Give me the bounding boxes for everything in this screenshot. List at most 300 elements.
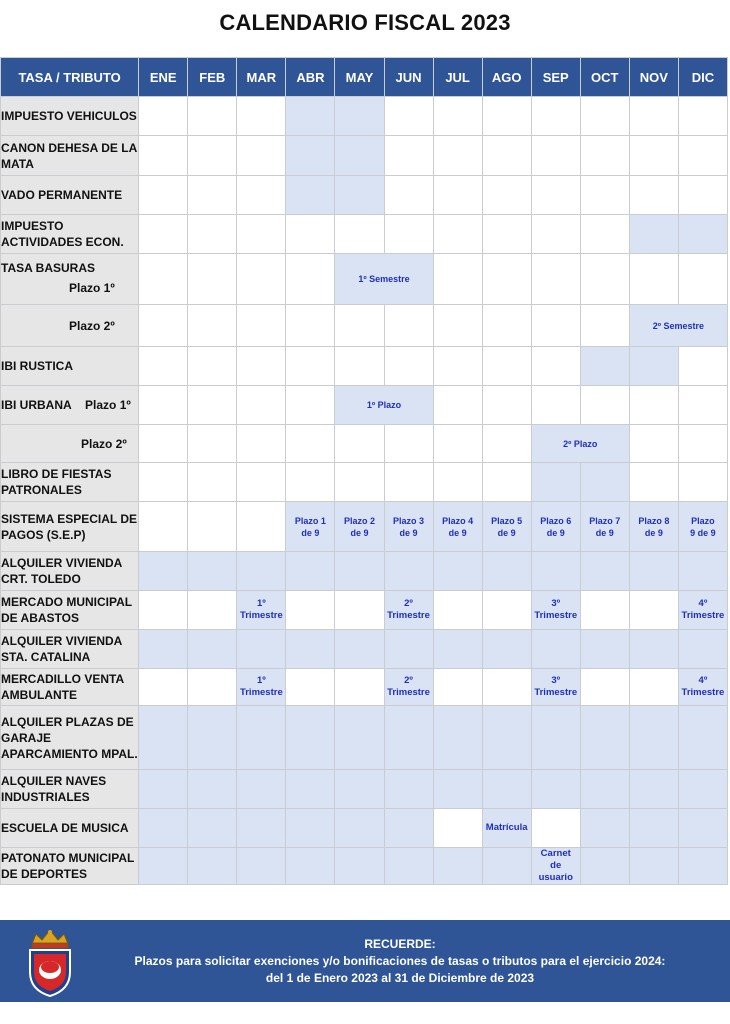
footer-banner (0, 920, 730, 1002)
month-cell (237, 425, 286, 463)
month-cell (188, 97, 237, 136)
month-cell (139, 386, 188, 425)
row-sublabel: Plazo 2º (81, 436, 127, 451)
row-label: CANON DEHESA DE LA MATA (1, 136, 139, 176)
month-cell (580, 630, 629, 669)
month-cell (531, 97, 580, 136)
month-cell (433, 254, 482, 305)
month-cell (629, 254, 678, 305)
period-label-line: 3º (551, 675, 561, 686)
month-cell (629, 669, 678, 706)
month-cell (678, 463, 727, 502)
month-cell (237, 848, 286, 885)
period-label-line: Trimestre (534, 687, 578, 698)
period-label (679, 675, 727, 699)
month-cell (188, 463, 237, 502)
table-row (1, 770, 728, 809)
row-label: VADO PERMANENTE (1, 176, 139, 215)
month-cell (678, 848, 727, 885)
period-label-line: Trimestre (681, 610, 725, 621)
month-cell (580, 848, 629, 885)
period-cell (286, 97, 335, 136)
month-cell (433, 347, 482, 386)
period-cell (237, 591, 286, 630)
period-label-line: de 9 (546, 527, 565, 538)
month-cell (139, 254, 188, 305)
row-label: MERCADILLO VENTA AMBULANTE (1, 669, 139, 706)
period-cell (531, 848, 580, 885)
month-cell (384, 552, 433, 591)
period-label: 2º Plazo (563, 438, 598, 449)
period-label-line: Trimestre (387, 687, 430, 698)
period-label-line: Trimestre (239, 610, 283, 621)
month-cell (286, 386, 335, 425)
month-cell (188, 254, 237, 305)
period-label-line: Plazo 8 (638, 515, 670, 526)
month-cell (433, 215, 482, 254)
period-label-line: Trimestre (387, 610, 430, 621)
period-label-line: Plazo 6 (540, 515, 572, 526)
month-cell (433, 669, 482, 706)
month-cell (580, 254, 629, 305)
month-cell (335, 591, 384, 630)
month-cell (286, 305, 335, 347)
period-cell (335, 176, 384, 215)
row-label (1, 386, 139, 425)
period-cell (629, 305, 727, 347)
month-cell (335, 463, 384, 502)
month-cell (433, 591, 482, 630)
period-cell (384, 669, 433, 706)
period-label (679, 598, 727, 622)
month-cell (629, 425, 678, 463)
month-cell (482, 770, 531, 809)
period-cell (629, 502, 678, 552)
month-cell (629, 136, 678, 176)
month-cell (482, 136, 531, 176)
month-cell (433, 97, 482, 136)
column-header-tasa: TASA / TRIBUTO (1, 58, 139, 97)
table-row (1, 305, 728, 347)
fiscal-calendar-table (0, 57, 728, 885)
period-cell (678, 669, 727, 706)
month-cell (384, 630, 433, 669)
month-cell (335, 215, 384, 254)
month-cell (237, 254, 286, 305)
period-label-line: Trimestre (534, 610, 578, 621)
month-cell (188, 706, 237, 770)
period-cell (286, 502, 335, 552)
month-cell (384, 215, 433, 254)
month-cell (139, 463, 188, 502)
month-cell (139, 305, 188, 347)
month-cell (384, 770, 433, 809)
month-cell (286, 463, 335, 502)
month-cell (139, 591, 188, 630)
month-cell (335, 706, 384, 770)
month-cell (629, 630, 678, 669)
table-row (1, 176, 728, 215)
month-cell (531, 254, 580, 305)
header-row (1, 58, 728, 97)
month-cell (629, 97, 678, 136)
period-label (532, 598, 580, 622)
month-cell (482, 254, 531, 305)
period-label-line: 1º (256, 598, 266, 609)
month-cell (384, 463, 433, 502)
period-cell (433, 502, 482, 552)
period-label (532, 515, 580, 539)
month-cell (531, 305, 580, 347)
month-cell (188, 770, 237, 809)
month-cell (188, 591, 237, 630)
month-cell (531, 552, 580, 591)
month-cell (139, 706, 188, 770)
table-row (1, 425, 728, 463)
month-cell (237, 552, 286, 591)
period-cell (629, 215, 678, 254)
month-cell (531, 706, 580, 770)
month-cell (678, 176, 727, 215)
period-label: 1º Semestre (358, 274, 410, 284)
month-cell (237, 215, 286, 254)
period-label: 2º Semestre (652, 320, 705, 331)
period-cell (531, 463, 580, 502)
period-cell (580, 347, 629, 386)
table-row (1, 630, 728, 669)
month-cell (482, 215, 531, 254)
column-header-month: FEB (188, 58, 237, 97)
period-label-line: 4º (698, 675, 708, 686)
month-cell (237, 347, 286, 386)
period-label-line: 9 de 9 (690, 527, 716, 538)
month-cell (482, 591, 531, 630)
row-label: PATONATO MUNICIPAL DE DEPORTES (1, 848, 139, 885)
column-header-month: MAY (335, 58, 384, 97)
month-cell (482, 630, 531, 669)
month-cell (433, 630, 482, 669)
row-label (1, 425, 139, 463)
table-row (1, 591, 728, 630)
row-label: ALQUILER VIVIENDA CRT. TOLEDO (1, 552, 139, 591)
month-cell (482, 305, 531, 347)
month-cell (188, 386, 237, 425)
month-cell (678, 552, 727, 591)
month-cell (237, 463, 286, 502)
period-label (483, 515, 531, 539)
month-cell (139, 552, 188, 591)
period-cell (629, 347, 678, 386)
month-cell (335, 630, 384, 669)
period-cell (335, 136, 384, 176)
period-cell (482, 809, 531, 848)
row-label: ALQUILER PLAZAS DE GARAJE APARCAMIENTO MPAL. (1, 706, 139, 770)
period-cell (384, 591, 433, 630)
month-cell (139, 669, 188, 706)
period-label (679, 515, 727, 539)
month-cell (678, 386, 727, 425)
month-cell (482, 848, 531, 885)
month-cell (384, 848, 433, 885)
row-label: MERCADO MUNICIPAL DE ABASTOS (1, 591, 139, 630)
table-row (1, 669, 728, 706)
table-row (1, 347, 728, 386)
month-cell (482, 347, 531, 386)
month-cell (482, 552, 531, 591)
column-header-month: MAR (237, 58, 286, 97)
row-label: IBI RUSTICA (1, 347, 139, 386)
month-cell (482, 463, 531, 502)
period-label (286, 515, 334, 539)
period-cell (531, 669, 580, 706)
period-label-line: Carnet (540, 848, 571, 859)
month-cell (237, 136, 286, 176)
row-label: ALQUILER NAVES INDUSTRIALES (1, 770, 139, 809)
month-cell (286, 669, 335, 706)
period-label (237, 675, 285, 699)
period-label-line: Plazo (691, 515, 715, 526)
month-cell (433, 176, 482, 215)
month-cell (531, 630, 580, 669)
row-label: LIBRO DE FIESTAS PATRONALES (1, 463, 139, 502)
month-cell (237, 176, 286, 215)
month-cell (237, 630, 286, 669)
month-cell (678, 425, 727, 463)
column-header-month: ABR (286, 58, 335, 97)
month-cell (384, 136, 433, 176)
month-cell (678, 809, 727, 848)
month-cell (433, 463, 482, 502)
month-cell (139, 347, 188, 386)
footer-text (80, 936, 720, 987)
month-cell (188, 176, 237, 215)
period-label-line: Plazo 1 (294, 515, 326, 526)
column-header-month: OCT (580, 58, 629, 97)
month-cell (286, 552, 335, 591)
column-header-month: AGO (482, 58, 531, 97)
month-cell (286, 347, 335, 386)
table-row (1, 254, 728, 305)
month-cell (139, 502, 188, 552)
month-cell (237, 770, 286, 809)
month-cell (678, 770, 727, 809)
period-cell (678, 502, 727, 552)
period-label-line: 4º (698, 598, 708, 609)
month-cell (237, 386, 286, 425)
month-cell (433, 706, 482, 770)
period-label-line: Plazo 4 (442, 515, 474, 526)
period-label-line: de 9 (448, 527, 467, 538)
row-label: ALQUILER VIVIENDA STA. CATALINA (1, 630, 139, 669)
month-cell (580, 97, 629, 136)
month-cell (188, 305, 237, 347)
period-cell (580, 463, 629, 502)
period-label-line: Plazo 7 (589, 515, 621, 526)
period-cell (286, 176, 335, 215)
month-cell (482, 176, 531, 215)
period-label-line: de 9 (301, 527, 320, 538)
month-cell (531, 176, 580, 215)
month-cell (678, 630, 727, 669)
month-cell (286, 848, 335, 885)
table-row (1, 502, 728, 552)
table-row (1, 386, 728, 425)
month-cell (335, 347, 384, 386)
period-label-line: de 9 (399, 527, 418, 538)
footer-line: del 1 de Enero 2023 al 31 de Diciembre de 2023 (265, 971, 535, 985)
month-cell (629, 386, 678, 425)
month-cell (482, 97, 531, 136)
row-label-title: IBI URBANA (1, 398, 72, 412)
month-cell (629, 591, 678, 630)
month-cell (335, 305, 384, 347)
column-header-month: SEP (531, 58, 580, 97)
column-header-month: NOV (629, 58, 678, 97)
row-label: ESCUELA DE MUSICA (1, 809, 139, 848)
month-cell (580, 591, 629, 630)
month-cell (580, 669, 629, 706)
month-cell (433, 136, 482, 176)
month-cell (335, 425, 384, 463)
month-cell (384, 809, 433, 848)
period-cell (237, 669, 286, 706)
month-cell (286, 706, 335, 770)
period-cell (286, 136, 335, 176)
period-label-line: de 9 (497, 527, 516, 538)
period-cell (580, 502, 629, 552)
period-label (385, 598, 433, 622)
month-cell (139, 770, 188, 809)
table-row (1, 97, 728, 136)
period-cell (531, 502, 580, 552)
month-cell (286, 215, 335, 254)
month-cell (139, 136, 188, 176)
month-cell (580, 305, 629, 347)
period-label-line: de 9 (350, 527, 369, 538)
table-row (1, 215, 728, 254)
month-cell (433, 425, 482, 463)
period-label-line: 2º (404, 598, 413, 609)
month-cell (629, 176, 678, 215)
month-cell (384, 97, 433, 136)
month-cell (678, 254, 727, 305)
period-label-line: 2º (404, 675, 413, 686)
month-cell (678, 706, 727, 770)
month-cell (139, 630, 188, 669)
month-cell (482, 425, 531, 463)
month-cell (433, 552, 482, 591)
month-cell (335, 552, 384, 591)
month-cell (580, 386, 629, 425)
month-cell (629, 848, 678, 885)
month-cell (335, 848, 384, 885)
period-label-line: Plazo 3 (393, 515, 425, 526)
table-row (1, 136, 728, 176)
period-label (630, 515, 678, 539)
month-cell (139, 176, 188, 215)
period-cell (678, 215, 727, 254)
month-cell (531, 215, 580, 254)
month-cell (384, 347, 433, 386)
month-cell (384, 425, 433, 463)
month-cell (629, 463, 678, 502)
month-cell (237, 305, 286, 347)
month-cell (335, 669, 384, 706)
month-cell (335, 809, 384, 848)
month-cell (482, 669, 531, 706)
month-cell (188, 552, 237, 591)
month-cell (580, 706, 629, 770)
column-header-month: ENE (139, 58, 188, 97)
row-label (1, 254, 139, 305)
period-label (434, 515, 482, 539)
month-cell (139, 215, 188, 254)
page-title: CALENDARIO FISCAL 2023 (219, 10, 511, 35)
row-label-title: TASA BASURAS (1, 261, 96, 275)
month-cell (384, 305, 433, 347)
month-cell (188, 347, 237, 386)
month-cell (384, 176, 433, 215)
column-header-month: JUL (433, 58, 482, 97)
month-cell (188, 809, 237, 848)
period-cell (335, 97, 384, 136)
period-cell (678, 591, 727, 630)
month-cell (188, 136, 237, 176)
month-cell (629, 809, 678, 848)
month-cell (531, 136, 580, 176)
period-label (237, 598, 285, 622)
month-cell (237, 706, 286, 770)
table-row (1, 463, 728, 502)
month-cell (678, 347, 727, 386)
month-cell (286, 770, 335, 809)
row-sublabel: Plazo 1º (85, 398, 131, 412)
month-cell (286, 425, 335, 463)
row-label: SISTEMA ESPECIAL DE PAGOS (S.E.P) (1, 502, 139, 552)
month-cell (286, 809, 335, 848)
month-cell (237, 502, 286, 552)
period-cell (531, 425, 629, 463)
month-cell (580, 770, 629, 809)
month-cell (139, 809, 188, 848)
period-label (581, 515, 629, 539)
period-label-line: Trimestre (681, 687, 725, 698)
footer-line: Plazos para solicitar exenciones y/o bonificaciones de tasas o tributos para el ejercicio 2024: (134, 954, 666, 968)
period-label (385, 515, 433, 539)
month-cell (188, 630, 237, 669)
row-sublabel: Plazo 1º (69, 281, 115, 295)
period-cell (335, 386, 433, 425)
month-cell (286, 630, 335, 669)
month-cell (237, 97, 286, 136)
period-label: Matrícula (485, 822, 528, 833)
table-row (1, 706, 728, 770)
month-cell (580, 215, 629, 254)
month-cell (433, 809, 482, 848)
month-cell (433, 770, 482, 809)
period-label-line: Plazo 5 (491, 515, 523, 526)
month-cell (139, 97, 188, 136)
month-cell (433, 848, 482, 885)
month-cell (629, 770, 678, 809)
municipal-crest-icon (22, 926, 78, 998)
period-label-line: Trimestre (239, 687, 283, 698)
month-cell (580, 809, 629, 848)
month-cell (237, 809, 286, 848)
month-cell (433, 386, 482, 425)
period-cell (531, 591, 580, 630)
month-cell (482, 386, 531, 425)
